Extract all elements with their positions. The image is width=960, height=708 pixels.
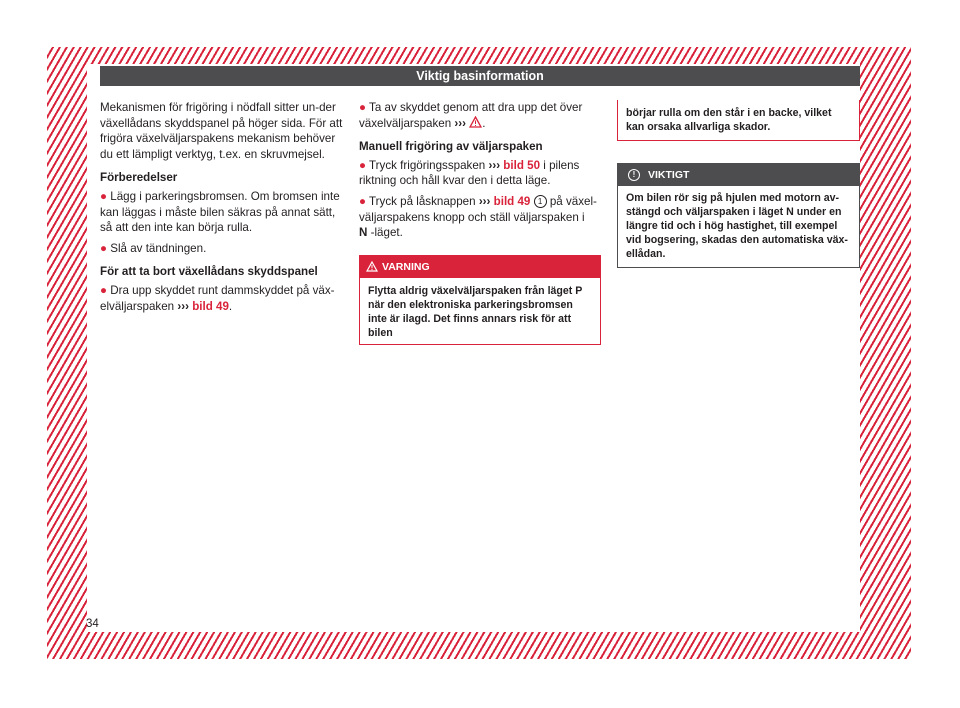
page-header-title: Viktig basinformation bbox=[100, 66, 860, 86]
reference-arrows-icon: ››› bbox=[488, 158, 501, 172]
list-item-text: Tryck frigöringsspaken bbox=[369, 158, 486, 172]
column-1 bbox=[100, 100, 344, 322]
list-item-text: på växel-väljarspakens knopp och ställ väljarspaken i bbox=[359, 194, 597, 224]
warning-title: VARNING bbox=[382, 260, 430, 273]
column-2 bbox=[359, 100, 601, 345]
punctuation: . bbox=[228, 299, 233, 313]
list-item bbox=[359, 194, 601, 241]
bullet-icon: ● bbox=[100, 189, 108, 203]
list-item-text: i pilens riktning och håll kvar den i detta läge. bbox=[359, 158, 580, 188]
page-number: 34 bbox=[86, 618, 99, 630]
warning-box-header bbox=[360, 256, 600, 278]
list-item bbox=[100, 189, 344, 236]
bullet-icon: ● bbox=[359, 101, 367, 114]
bullet-icon: ● bbox=[100, 283, 108, 297]
list-item-text: Ta av skyddet genom att dra upp det över växelväljarspaken bbox=[359, 101, 583, 130]
warning-triangle-icon[interactable] bbox=[469, 116, 482, 128]
list-item bbox=[359, 100, 601, 131]
bullet-icon: ● bbox=[100, 241, 108, 255]
list-item-text: Tryck på låsknappen bbox=[369, 194, 476, 208]
info-circle-icon: ! bbox=[628, 169, 640, 181]
list-item bbox=[100, 283, 344, 314]
section-heading-remove-panel: För att ta bort växellådans skyddspanel bbox=[100, 265, 318, 279]
warning-triangle-icon bbox=[366, 261, 378, 272]
list-item-text: Lägg i parkeringsbromsen. Om bromsen inte kan läggas i måste bilen säkras på annat sätt, så att den inte kan börja rulla. bbox=[100, 189, 340, 235]
reference-arrows-icon: ››› bbox=[177, 299, 189, 313]
intro-paragraph: Mekanismen för frigöring i nödfall sitter un-der växellådans skyddspanel på höger sida. För att frigöra växelväljarspakens mekanism behöver du ett lämpligt verktyg, t.ex. en skruvmejsel. bbox=[100, 101, 343, 161]
list-item bbox=[100, 241, 344, 257]
punctuation: . bbox=[482, 116, 486, 130]
list-item-text: Slå av tändningen. bbox=[110, 241, 207, 255]
column-3 bbox=[617, 100, 860, 268]
figure-link[interactable]: bild 50 bbox=[503, 158, 541, 172]
section-heading-preparations: Förberedelser bbox=[100, 171, 178, 185]
list-item bbox=[359, 158, 601, 189]
list-item-text: Dra upp skyddet runt dammskyddet på väx-elväljarspaken bbox=[100, 283, 335, 313]
warning-box bbox=[359, 255, 601, 345]
figure-link[interactable]: bild 49 bbox=[493, 194, 531, 208]
callout-number-icon: 1 bbox=[534, 195, 547, 208]
figure-link[interactable]: bild 49 bbox=[192, 299, 229, 313]
bullet-icon: ● bbox=[359, 158, 367, 172]
notice-box-header bbox=[618, 164, 859, 186]
warning-box-continuation: börjar rulla om den står i en backe, vilket kan orsaka allvarliga skador. bbox=[617, 100, 860, 141]
notice-title: VIKTIGT bbox=[648, 169, 690, 181]
gear-position-label: N bbox=[359, 226, 368, 240]
notice-text: Om bilen rör sig på hjulen med motorn av-stängd och väljarspaken i läget N under en längre tid och i hög hastighet, till exempel vid bogsering, skadas den automatiska väx-ellådan. bbox=[626, 192, 848, 260]
warning-text: Flytta aldrig växelväljarspaken från läget P när den elektroniska parkeringsbromsen inte är ilagd. Det finns annars risk för att bilen bbox=[360, 278, 600, 344]
section-heading-manual-release: Manuell frigöring av väljarspaken bbox=[359, 140, 543, 154]
notice-box bbox=[617, 163, 860, 268]
reference-arrows-icon: ››› bbox=[454, 116, 466, 130]
list-item-text: -läget. bbox=[370, 226, 403, 240]
reference-arrows-icon: ››› bbox=[478, 194, 491, 208]
bullet-icon: ● bbox=[359, 194, 367, 208]
